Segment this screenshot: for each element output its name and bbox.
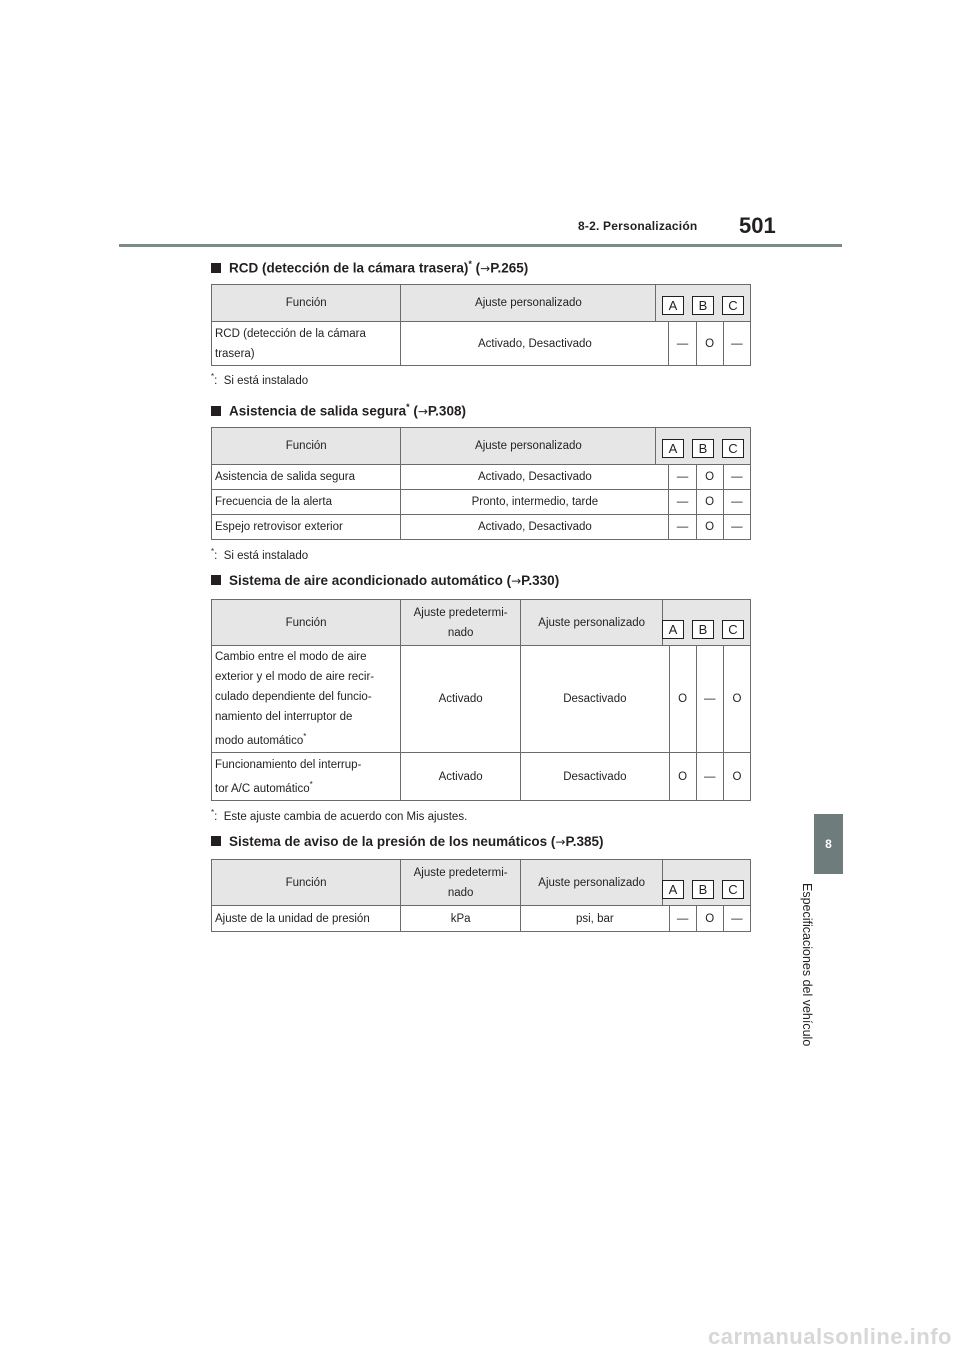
cell-funcion: Espejo retrovisor exterior [212,515,401,540]
section-title-presion-neumaticos: Sistema de aviso de la presión de los neumáticos (→P.385) [211,834,603,849]
table-row [212,465,751,490]
cell-a: O [669,646,696,753]
cell-a: — [669,906,696,932]
col-header-funcion: Función [212,860,401,906]
cell-c: — [723,490,750,515]
table-presion-neumaticos [211,859,751,932]
footnote: *: Si está instalado [211,372,309,387]
cell-ajuste: Desactivado [521,753,669,801]
col-header-ajuste: Ajuste personalizado A B C [401,285,751,322]
arrow-right-icon: → [555,835,566,849]
cell-b: O [696,490,723,515]
cell-b: — [696,646,723,753]
cell-ajuste: Activado, Desactivado [401,322,669,366]
box-b: B [692,880,714,899]
chapter-title: Especificaciones del vehículo [800,883,814,1047]
box-b: B [692,296,714,315]
box-a: A [662,620,684,639]
cell-funcion: Funcionamiento del interrup- tor A/C automático* [212,753,401,801]
box-c: C [722,620,744,639]
cell-ajuste: psi, bar [521,906,669,932]
header-rule [119,244,842,247]
arrow-right-icon: → [480,261,491,276]
cell-ajuste: Pronto, intermedio, tarde [401,490,669,515]
col-header-funcion: Función [212,428,401,465]
cell-b: — [696,753,723,801]
cell-a: — [669,490,696,515]
table-rcd [211,284,751,366]
box-c: C [722,439,744,458]
cell-c: — [723,322,750,366]
page-number: 501 [739,213,776,238]
table-row [212,490,751,515]
cell-funcion: Asistencia de salida segura [212,465,401,490]
table-row [212,515,751,540]
cell-a: — [669,465,696,490]
cell-c: O [723,753,750,801]
footnote: *: Este ajuste cambia de acuerdo con Mis ajustes. [211,808,468,823]
section-title-rcd: RCD (detección de la cámara trasera)* (→P.265) [211,259,528,276]
cell-c: — [723,515,750,540]
box-a: A [662,439,684,458]
cell-ajuste: Activado, Desactivado [401,515,669,540]
table-row [212,322,751,366]
footnote: *: Si está instalado [211,547,309,562]
section-title-salida-segura: Asistencia de salida segura* (→P.308) [211,402,466,419]
table-row [212,646,751,753]
page-reference[interactable]: P.265 [490,260,524,276]
cell-b: O [696,465,723,490]
table-row [212,906,751,932]
arrow-right-icon: → [511,574,522,588]
cell-funcion: Cambio entre el modo de aire exterior y el modo de aire recir- culado dependiente del funcio- namiento del interruptor de modo automático* [212,646,401,753]
cell-a: — [669,515,696,540]
box-b: B [692,620,714,639]
cell-a: O [669,753,696,801]
page-reference[interactable]: P.330 [521,573,555,588]
cell-c: O [723,646,750,753]
cell-predeterminado: Activado [401,646,521,753]
col-header-ajuste: Ajuste personalizado A B C [521,600,751,646]
cell-predeterminado: kPa [401,906,521,932]
cell-b: O [696,515,723,540]
cell-b: O [696,906,723,932]
section-title-aire-acondicionado: Sistema de aire acondicionado automático (→P.330) [211,573,559,588]
square-bullet-icon [211,836,221,846]
cell-predeterminado: Activado [401,753,521,801]
col-header-funcion: Función [212,285,401,322]
page-reference[interactable]: P.385 [565,834,599,849]
cell-funcion: Ajuste de la unidad de presión [212,906,401,932]
box-b: B [692,439,714,458]
arrow-right-icon: → [417,404,428,419]
col-header-predeterminado: Ajuste predetermi- nado [401,600,521,646]
section-header: 8-2. Personalización [578,219,698,233]
square-bullet-icon [211,575,221,585]
watermark: carmanualsonline.info [708,1324,952,1349]
cell-ajuste: Desactivado [521,646,669,753]
square-bullet-icon [211,406,221,416]
col-header-funcion: Función [212,600,401,646]
cell-funcion: Frecuencia de la alerta [212,490,401,515]
cell-ajuste: Activado, Desactivado [401,465,669,490]
col-header-ajuste: Ajuste personalizado A B C [401,428,751,465]
box-a: A [662,880,684,899]
col-header-ajuste: Ajuste personalizado A B C [521,860,751,906]
box-c: C [722,296,744,315]
cell-funcion: RCD (detección de la cámara trasera) [212,322,401,366]
box-a: A [662,296,684,315]
square-bullet-icon [211,263,221,273]
cell-c: — [723,465,750,490]
cell-a: — [669,322,696,366]
page-reference[interactable]: P.308 [427,403,462,419]
table-row [212,753,751,801]
cell-b: O [696,322,723,366]
chapter-tab: 8 [814,814,843,874]
table-aire-acondicionado [211,599,751,801]
col-header-predeterminado: Ajuste predetermi- nado [401,860,521,906]
chapter-label [800,883,816,1063]
box-c: C [722,880,744,899]
cell-c: — [723,906,750,932]
table-salida-segura [211,427,751,540]
